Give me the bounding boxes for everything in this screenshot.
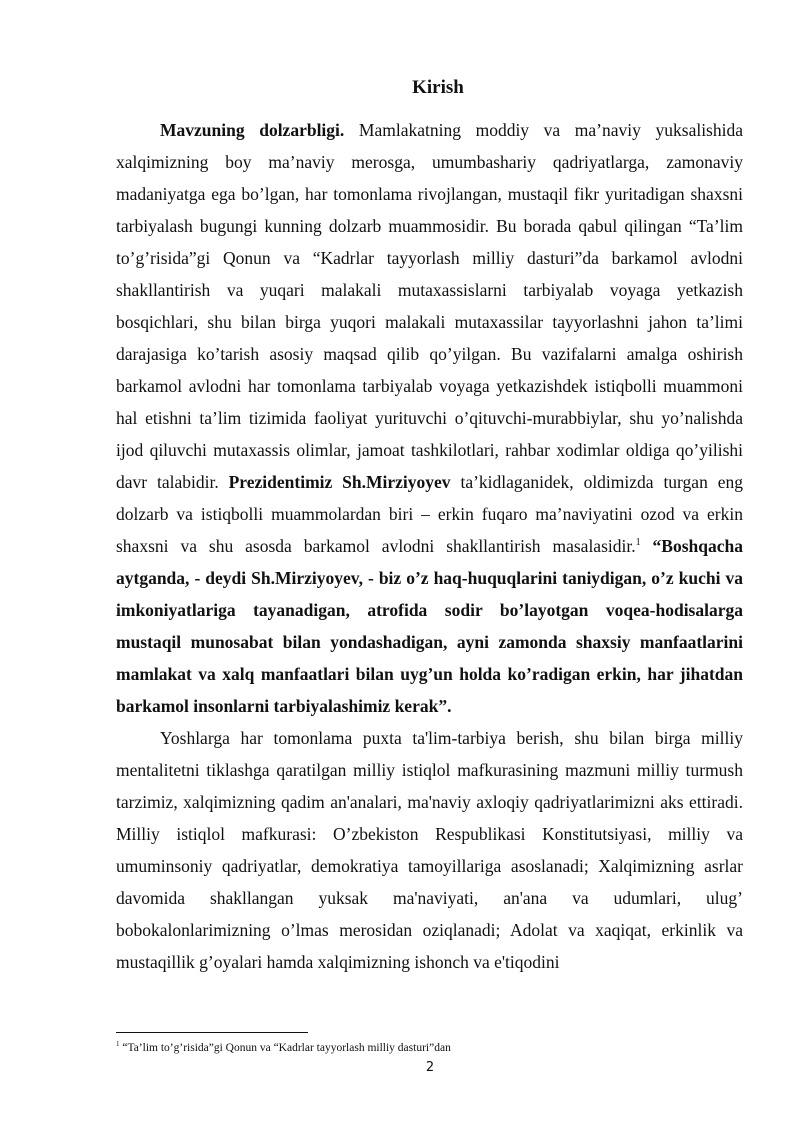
paragraph-relevance (116, 114, 743, 722)
body-text (116, 114, 743, 978)
paragraph-ideology: Yoshlarga har tomonlama puxta ta'lim-tarbiya berish, shu bilan birga milliy mentalitetni tiklashga qaratilgan milliy istiqlol mafkurasining mazmuni milliy turmush tarzimiz, xalqimizning qadim an'analari, ma'naviy axloqiy qadriyatlarimizni aks ettiradi. Milliy istiqlol mafkurasi: O’zbekiston Respublikasi Konstitutsiyasi, milliy va umuminsoniy qadriyatlar, demokratiya tamoyillariga asoslanadi; Xalqimizning asrlar davomida shakllangan yuksak ma'naviyati, an'ana va udumlari, ulug’ bobokalonlarimizning o’lmas merosidan oziqlanadi; Adolat va xaqiqat, erkinlik va mustaqillik g’oyalari hamda xalqimizning ishonch va e'tiqodini (116, 728, 743, 972)
paragraph-text-continued: ta’kidlaganidek, oldimizda turgan eng dolzarb va istiqbolli muammolardan biri – erkin fuqaro ma’naviyatini ozod va erkin shaxsni va shu asosda barkamol avlodni shakllantirish masalasidir. (116, 472, 743, 556)
footnote-separator (116, 1032, 308, 1033)
president-quote: “Boshqacha aytganda, - deydi Sh.Mirziyoyev, - biz o’z haq-huquqlarini taniydigan, o’z kuchi va imkoniyatlariga tayanadigan, atrofida sodir bo’layotgan voqea-hodisalarga mustaqil munosabat bilan yondashadigan, ayni zamonda shaxsiy manfaatlarini mamlakat va xalq manfaatlari bilan uyg’un holda ko’radigan erkin, har jihatdan barkamol insonlarni tarbiyalashimiz kerak”. (116, 536, 743, 716)
page-title: Kirish (412, 77, 464, 98)
president-name: Prezidentimiz Sh.Mirziyoyev (228, 472, 451, 492)
paragraph-text: Mamlakatning moddiy va ma’naviy yuksalishida xalqimizning boy ma’naviy merosga, umumbashariy qadriyatlarga, zamonaviy madaniyatga ega bo’lgan, har tomonlama rivojlangan, mustaqil fikr yuritadigan shaxsni tarbiyalash bugungi kunning dolzarb muammosidir. Bu borada qabul qilingan “Ta’lim to’g’risida”gi Qonun va “Kadrlar tayyorlash milliy dasturi”da barkamol avlodni shakllantirish va yuqari malakali mutaxassislarni tarbiyalab voyaga yetkazish bosqichlari, shu bilan birga yuqori malakali mutaxassilar tayyorlashni jahon ta’limi darajasiga ko’tarish asosiy maqsad qilib qo’yilgan. Bu vazifalarni amalga oshirish barkamol avlodni har tomonlama tarbiyalab voyaga yetkazishdek istiqbolli muammoni hal etishni ta’lim tizimida faoliyat yurituvchi o’qituvchi-murabbiylar, shu yo’nalishda ijod qiluvchi mutaxassis olimlar, jamoat tashkilotlari, rahbar xodimlar oldiga qo’yilishi davr talabidir. (116, 120, 743, 492)
footnote-reference[interactable]: 1 (635, 537, 641, 549)
footnote-number: 1 (116, 1040, 120, 1049)
footnote-text: “Ta’lim to’g’risida”gi Qonun va “Kadrlar tayyorlash milliy dasturi”dan (119, 1042, 451, 1054)
paragraph-lead-heading: Mavzuning dolzarbligi. (160, 120, 345, 140)
page-number: 2 (425, 1060, 435, 1075)
footnote (116, 1041, 451, 1055)
